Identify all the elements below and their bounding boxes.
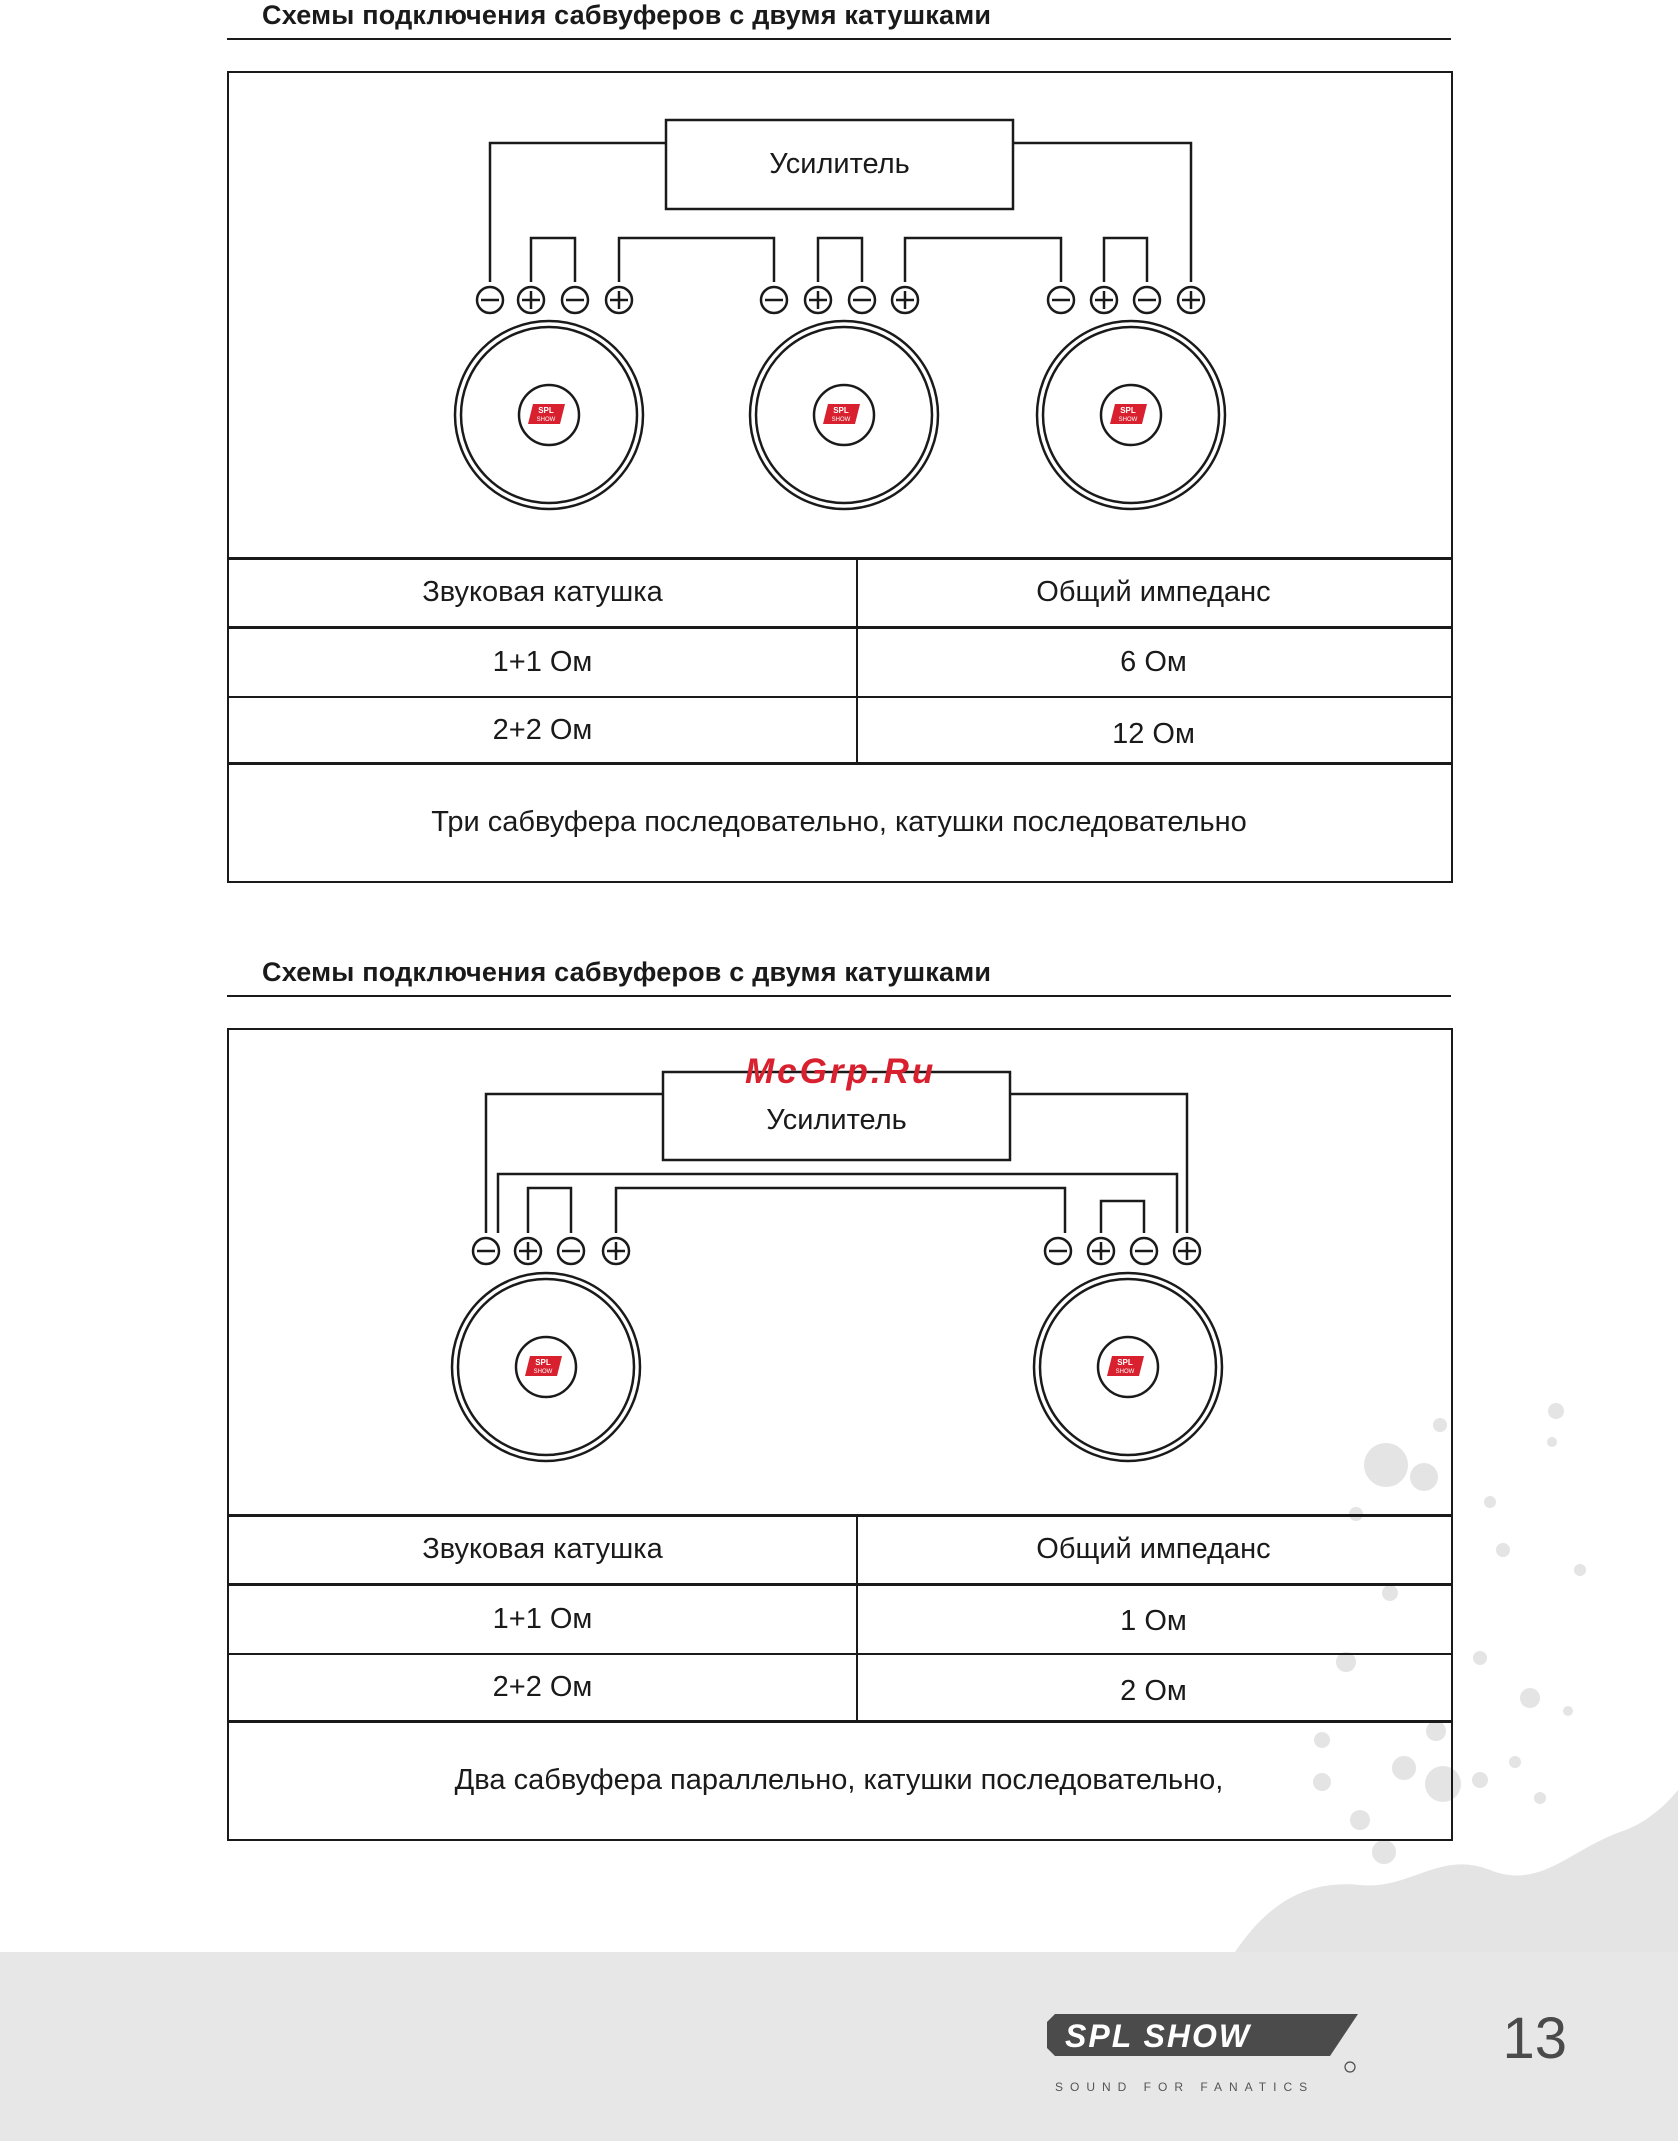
spl-show-badge-icon bbox=[1107, 1356, 1144, 1376]
amplifier-label: Усилитель bbox=[769, 148, 910, 180]
title-divider bbox=[227, 995, 1451, 997]
brand-tagline: SOUND FOR FANATICS bbox=[1055, 2080, 1315, 2094]
svg-text:SPL: SPL bbox=[1117, 1358, 1133, 1367]
plus-terminal-icon bbox=[1178, 287, 1204, 313]
table-header-impedance: Общий импеданс bbox=[1036, 576, 1271, 608]
svg-text:SHOW: SHOW bbox=[831, 417, 851, 423]
plus-terminal-icon bbox=[805, 287, 831, 313]
watermark: McGrp.Ru bbox=[745, 1052, 937, 1091]
svg-text:SPL: SPL bbox=[535, 1358, 551, 1367]
minus-terminal-icon bbox=[849, 287, 875, 313]
table-cell: 6 Ом bbox=[1120, 646, 1187, 678]
brand-text: SPL SHOW bbox=[1065, 2018, 1252, 2054]
plus-terminal-icon bbox=[603, 1238, 629, 1264]
footer bbox=[0, 1952, 1678, 2141]
table-cell: 2 Ом bbox=[1120, 1674, 1187, 1707]
plus-terminal-icon bbox=[1174, 1238, 1200, 1264]
table-cell: 12 Ом bbox=[1112, 717, 1195, 750]
svg-text:SPL: SPL bbox=[538, 406, 554, 415]
table-header-impedance: Общий импеданс bbox=[1036, 1533, 1271, 1565]
table-cell: 1 Ом bbox=[1120, 1605, 1187, 1637]
spl-show-badge-icon bbox=[525, 1356, 562, 1376]
minus-terminal-icon bbox=[558, 1238, 584, 1264]
section-title: Схемы подключения сабвуферов с двумя катушками bbox=[262, 957, 992, 987]
plus-terminal-icon bbox=[515, 1238, 541, 1264]
diagram-caption: Три сабвуфера последовательно, катушки последовательно bbox=[431, 806, 1247, 838]
section-title: Схемы подключения сабвуферов с двумя катушками bbox=[262, 0, 992, 30]
spl-show-badge-icon bbox=[1110, 404, 1147, 424]
plus-terminal-icon bbox=[518, 287, 544, 313]
page-number: 13 bbox=[1502, 2006, 1567, 2071]
plus-terminal-icon bbox=[1088, 1238, 1114, 1264]
minus-terminal-icon bbox=[562, 287, 588, 313]
plus-terminal-icon bbox=[892, 287, 918, 313]
minus-terminal-icon bbox=[1048, 287, 1074, 313]
minus-terminal-icon bbox=[473, 1238, 499, 1264]
minus-terminal-icon bbox=[477, 287, 503, 313]
minus-terminal-icon bbox=[761, 287, 787, 313]
diagram-caption: Два сабвуфера параллельно, катушки последовательно, bbox=[454, 1764, 1224, 1796]
svg-text:SPL: SPL bbox=[833, 406, 849, 415]
plus-terminal-icon bbox=[606, 287, 632, 313]
svg-text:SPL: SPL bbox=[1120, 406, 1136, 415]
svg-text:SHOW: SHOW bbox=[536, 417, 556, 423]
minus-terminal-icon bbox=[1131, 1238, 1157, 1264]
table-cell: 2+2 Ом bbox=[492, 713, 593, 746]
minus-terminal-icon bbox=[1045, 1238, 1071, 1264]
table-cell: 1+1 Ом bbox=[492, 1603, 593, 1635]
spl-show-badge-icon bbox=[528, 404, 565, 424]
amplifier-label: Усилитель bbox=[766, 1103, 907, 1136]
terminals bbox=[477, 287, 1204, 313]
wiring-diagram bbox=[0, 0, 1678, 560]
terminals bbox=[473, 1238, 1200, 1264]
table-cell: 2+2 Ом bbox=[492, 1670, 593, 1703]
table-cell: 1+1 Ом bbox=[492, 646, 593, 678]
minus-terminal-icon bbox=[1134, 287, 1160, 313]
svg-text:SHOW: SHOW bbox=[1118, 417, 1138, 423]
table-header-coil: Звуковая катушка bbox=[422, 1533, 663, 1565]
spl-show-badge-icon bbox=[823, 404, 860, 424]
svg-text:SHOW: SHOW bbox=[1115, 1369, 1135, 1375]
table-header-coil: Звуковая катушка bbox=[422, 576, 663, 608]
svg-text:SHOW: SHOW bbox=[533, 1369, 553, 1375]
plus-terminal-icon bbox=[1091, 287, 1117, 313]
spl-show-logo bbox=[1045, 2012, 1365, 2076]
